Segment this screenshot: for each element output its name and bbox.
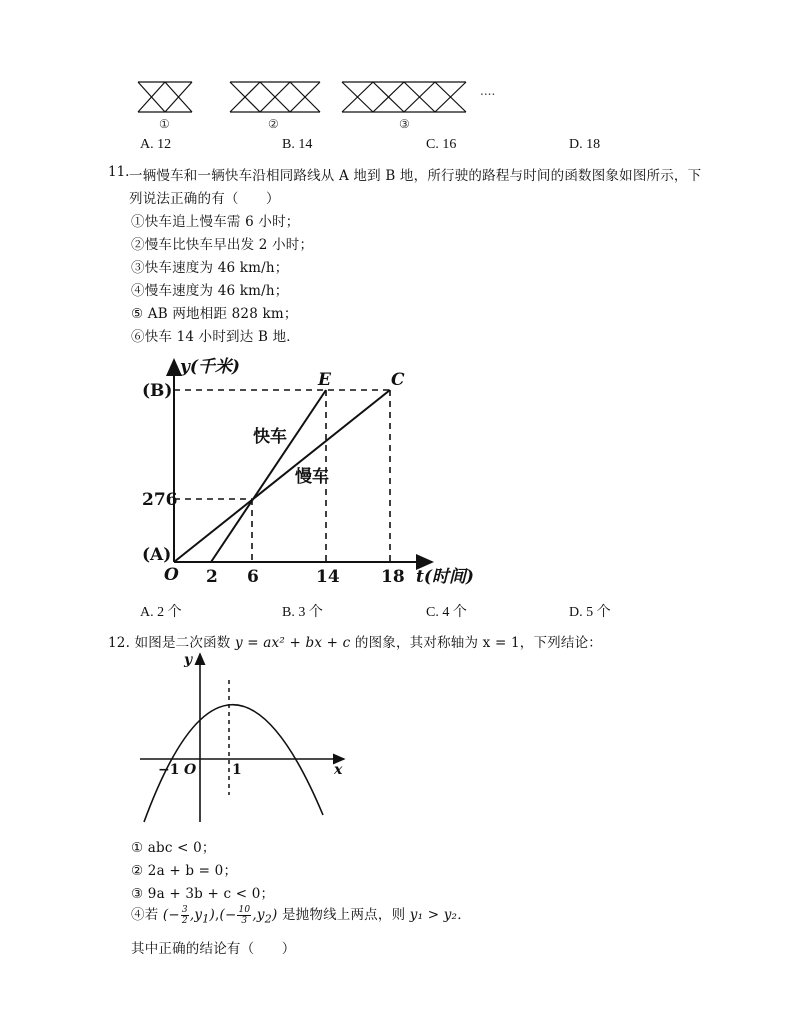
q11-x-tick-o: O <box>164 565 179 585</box>
q11-statement-3: ③快车速度为 46 km/h； <box>131 260 289 276</box>
q11-option-d[interactable]: D. 5 个 <box>569 605 611 620</box>
q11-option-b[interactable]: B. 3 个 <box>282 605 323 620</box>
q11-y-axis-label: y(千米) <box>180 357 240 377</box>
q12-statement-4: ④若 (− $\frac{3}{2}$ $,y_1),(-$ $\frac{10}{3}$ $,y_2$) 是抛物线上两点，则 y₁ > y₂． <box>131 905 471 926</box>
q10-option-c[interactable]: C. 16 <box>426 137 457 152</box>
q12-one-label: 1 <box>232 762 242 778</box>
q11-statement-1: ①快车追上慢车需 6 小时； <box>131 214 300 230</box>
q10-option-a[interactable]: A. 12 <box>140 137 172 152</box>
q12-stem-suffix: 的图象，其对称轴为 x = 1，下列结论： <box>350 635 602 651</box>
q12-frac1-den: 2 <box>181 916 188 926</box>
q12-frac1-num: 3 <box>181 905 188 915</box>
q10-option-b[interactable]: B. 14 <box>282 137 313 152</box>
q11-option-c[interactable]: C. 4 个 <box>426 605 467 620</box>
q11-stem-line2: 列说法正确的有（ ） <box>129 191 280 207</box>
q12-statement-2: ② 2a + b = 0； <box>131 863 238 879</box>
q11-point-c: C <box>391 370 405 390</box>
q10-figure-label-1: ① <box>159 117 170 131</box>
q10-figure-label-2: ② <box>268 117 279 131</box>
q12-s4-mid: 是抛物线上两点，则 <box>281 907 406 923</box>
q10-option-d[interactable]: D. 18 <box>569 137 601 152</box>
q12-stem <box>108 631 602 651</box>
q12-statement-3: ③ 9a + 3b + c < 0； <box>131 886 275 902</box>
q12-stem-prefix: 如图是二次函数 <box>134 635 235 651</box>
q11-y-tick-276: 276 <box>142 490 178 510</box>
q11-x-tick-14: 14 <box>316 567 340 587</box>
q12-x-label: x <box>334 762 343 778</box>
q10-ellipsis: .... <box>480 84 496 98</box>
q11-x-axis-label: t(时间) <box>416 567 474 587</box>
q11-statement-2: ②慢车比快车早出发 2 小时； <box>131 237 314 253</box>
q11-stem-line1: 一辆慢车和一辆快车沿相同路线从 A 地到 B 地，所行驶的路程与时间的函数图象如图所示，下 <box>129 168 702 184</box>
q12-number: 12. <box>108 635 131 651</box>
q11-slow-car-line <box>174 390 390 562</box>
q12-frac2-num: 10 <box>238 905 251 915</box>
q12-s4-result: y₁ > y₂． <box>409 907 471 923</box>
q12-frac2-den: 3 <box>241 916 248 926</box>
q12-origin-label: O <box>184 762 197 778</box>
q12-minus-one-label: −1 <box>158 762 180 778</box>
q11-y-tick-b: (B) <box>142 381 173 401</box>
q11-x-tick-6: 6 <box>247 567 259 587</box>
q11-statement-6: ⑥快车 14 小时到达 B 地． <box>131 329 300 345</box>
q11-slow-car-label: 慢车 <box>295 467 329 487</box>
q12-conclusion: 其中正确的结论有（ ） <box>131 941 296 957</box>
q11-number: 11. <box>108 164 130 180</box>
q11-option-a[interactable]: A. 2 个 <box>140 605 182 620</box>
q12-s4-prefix: ④若 <box>131 907 159 923</box>
q12-parabola-graph <box>136 650 351 825</box>
q11-y-tick-a: (A) <box>142 545 172 565</box>
q10-figure-label-3: ③ <box>399 117 410 131</box>
q11-statement-4: ④慢车速度为 46 km/h； <box>131 283 289 299</box>
q12-y-label: y <box>184 652 193 668</box>
q11-x-tick-2: 2 <box>206 567 218 587</box>
q12-stem-formula: y = ax² + bx + c <box>234 635 351 651</box>
q10-pattern-figures <box>130 75 510 120</box>
q11-fast-car-label: 快车 <box>253 427 287 447</box>
q11-distance-time-graph <box>140 352 480 592</box>
q12-statement-1: ① abc < 0； <box>131 840 216 856</box>
q11-x-tick-18: 18 <box>381 567 405 587</box>
q11-point-e: E <box>318 370 331 390</box>
q11-statement-5: ⑤ AB 两地相距 828 km； <box>131 306 298 322</box>
